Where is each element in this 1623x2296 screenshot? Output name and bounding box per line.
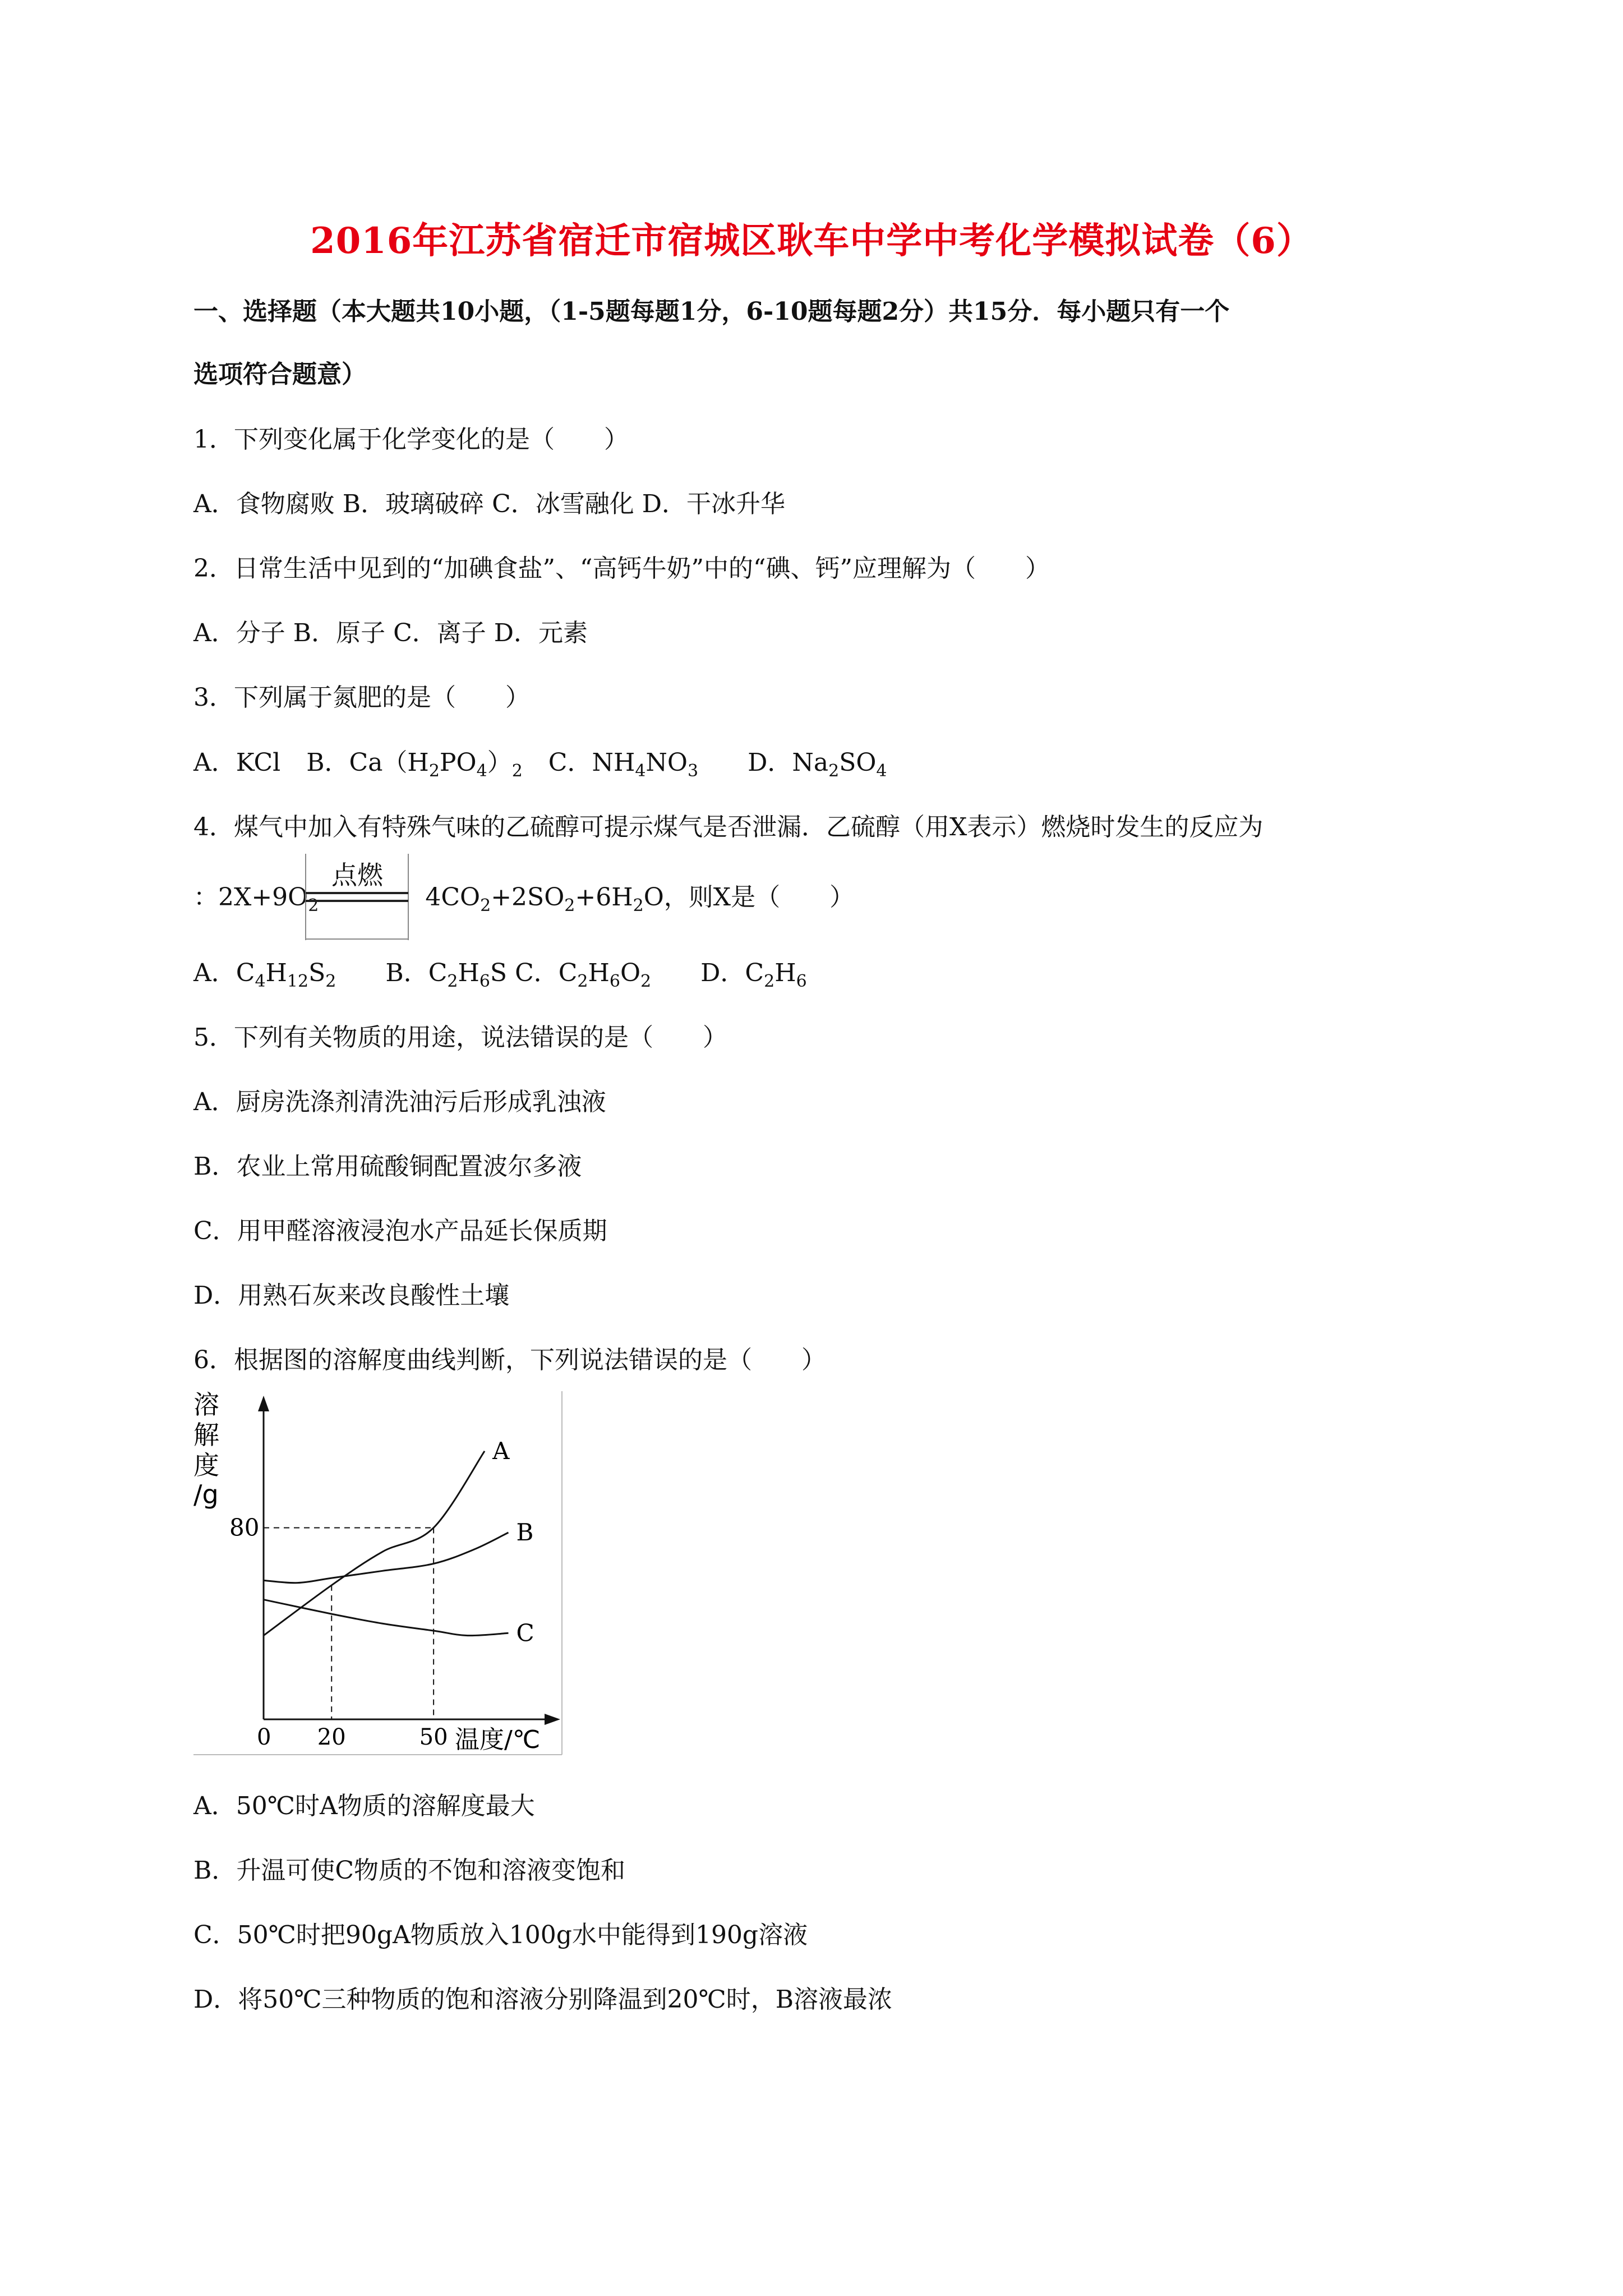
solubility-chart-svg bbox=[193, 1391, 564, 1756]
y-label-char-4: /g bbox=[193, 1479, 219, 1510]
q1-options: A．食物腐败 B．玻璃破碎 C．冰雪融化 D．干冰升华 bbox=[193, 490, 786, 518]
x-origin-label: 0 bbox=[257, 1724, 271, 1750]
series-label-b: B bbox=[516, 1519, 534, 1546]
q5-option-b: B．农业上常用硫酸铜配置波尔多液 bbox=[193, 1152, 582, 1181]
x-axis-arrow-icon bbox=[545, 1714, 560, 1725]
curve-a bbox=[264, 1451, 485, 1636]
series-label-a: A bbox=[492, 1437, 510, 1465]
y-tick-80: 80 bbox=[229, 1513, 260, 1542]
q2-options: A．分子 B．原子 C．离子 D．元素 bbox=[193, 619, 588, 647]
x-tick-50: 50 bbox=[419, 1724, 448, 1750]
q4-stem: 4．煤气中加入有特殊气味的乙硫醇可提示煤气是否泄漏．乙硫醇（用X表示）燃烧时发生的反应为 bbox=[193, 813, 1264, 841]
curve-b bbox=[264, 1533, 509, 1583]
y-label-char-3: 度 bbox=[193, 1450, 219, 1480]
q4-option-d: D．$C_2H_6$ bbox=[700, 959, 807, 991]
q4-option-b: B．$C_2H_6S$ bbox=[385, 959, 508, 991]
reaction-condition-label: 点燃 bbox=[331, 860, 383, 890]
series-label-c: C bbox=[516, 1619, 534, 1647]
curve-c bbox=[264, 1600, 509, 1636]
q6-option-d: D．将50℃三种物质的饱和溶液分别降温到20℃时，B溶液最浓 bbox=[193, 1985, 893, 2014]
q5-option-a: A．厨房洗涤剂清洗油污后形成乳浊液 bbox=[193, 1088, 606, 1116]
q4-options bbox=[193, 956, 807, 990]
q4-equation: ：$2X+9O_2$ $4CO_2+2SO_2+6H_2O$，则X是（ ） bbox=[193, 883, 855, 915]
y-label-char-2: 解 bbox=[193, 1420, 219, 1450]
q6-option-b: B．升温可使C物质的不饱和溶液变饱和 bbox=[193, 1856, 625, 1885]
y-label-char-1: 溶 bbox=[193, 1391, 219, 1420]
q5-stem: 5．下列有关物质的用途，说法错误的是（ ） bbox=[193, 1023, 727, 1052]
q3-option-d: D．$Na_2SO_4$ bbox=[748, 748, 887, 781]
q1-stem: 1．下列变化属于化学变化的是（ ） bbox=[193, 425, 629, 454]
q4-option-c: C．$C_2H_6O_2$ bbox=[507, 959, 652, 991]
q3-option-a: A．KCl bbox=[193, 748, 281, 777]
solubility-chart bbox=[193, 1391, 564, 1756]
section-heading-line1: 一、选择题（本大题共10小题，（1-5题每题1分，6-10题每题2分）共15分．每小题只有一个 bbox=[193, 297, 1230, 326]
y-axis-arrow-icon bbox=[258, 1396, 269, 1411]
x-tick-20: 20 bbox=[317, 1724, 346, 1750]
q4-option-a: A．$C_4H_{12}S_2$ bbox=[193, 959, 336, 991]
q3-stem: 3．下列属于氮肥的是（ ） bbox=[193, 683, 530, 712]
q3-option-c: C．$NH_4NO_3$ bbox=[548, 748, 699, 781]
q5-option-d: D．用熟石灰来改良酸性土壤 bbox=[193, 1281, 510, 1310]
x-axis-label: 温度/℃ bbox=[455, 1726, 541, 1754]
q3-option-b: B．$Ca(H_2PO_4)_2$ bbox=[306, 748, 523, 781]
q3-options bbox=[193, 746, 887, 780]
section-heading-line2: 选项符合题意） bbox=[193, 360, 366, 389]
q6-option-a: A．50℃时A物质的溶解度最大 bbox=[193, 1792, 535, 1820]
q6-stem: 6．根据图的溶解度曲线判断，下列说法错误的是（ ） bbox=[193, 1346, 826, 1374]
q2-stem: 2．日常生活中见到的“加碘食盐”、“高钙牛奶”中的“碘、钙”应理解为（ ） bbox=[193, 554, 1050, 583]
q6-option-c: C．50℃时把90gA物质放入100g水中能得到190g溶液 bbox=[193, 1921, 808, 1949]
reaction-condition-box bbox=[304, 854, 411, 940]
page-title: 2016年江苏省宿迁市宿城区耿车中学中考化学模拟试卷（6） bbox=[310, 220, 1313, 262]
q5-option-c: C．用甲醛溶液浸泡水产品延长保质期 bbox=[193, 1217, 607, 1245]
